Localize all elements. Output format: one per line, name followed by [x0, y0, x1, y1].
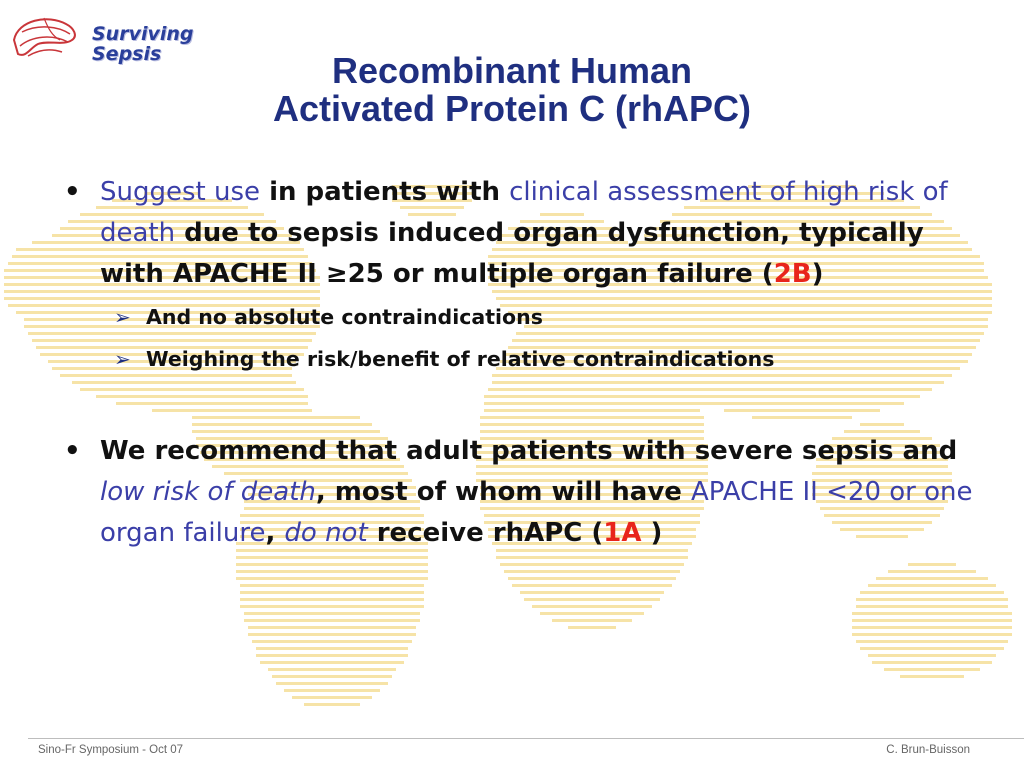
emphasis-apache: APACHE II <20 or one organ failure [100, 477, 973, 548]
bullet-recommend [64, 431, 984, 554]
map-stripe [868, 654, 996, 657]
map-stripe [852, 612, 1012, 615]
map-stripe [860, 647, 1004, 650]
map-stripe [852, 633, 1012, 636]
grade-badge: 2B [773, 259, 812, 289]
map-stripe [236, 577, 428, 580]
map-stripe [276, 682, 388, 685]
footer-author: C. Brun-Buisson [886, 744, 970, 756]
bullet-dot-icon: • [64, 436, 81, 466]
map-stripe [868, 584, 996, 587]
bullet-text: ) [811, 259, 824, 289]
bullet-suggest-use [64, 172, 984, 295]
map-stripe [908, 563, 956, 566]
map-stripe [860, 591, 1004, 594]
map-stripe [900, 675, 964, 678]
title-line-1: Recombinant Human [331, 50, 693, 91]
map-stripe [872, 661, 992, 664]
bullet-text: , most of whom will have [315, 477, 691, 507]
sub-bullet-text: And no absolute contraindications [146, 305, 543, 329]
map-stripe [852, 626, 1012, 629]
map-stripe [260, 661, 404, 664]
map-stripe [304, 703, 360, 706]
arrow-bullet-icon: ➢ [114, 305, 131, 329]
emphasis-suggest-use: Suggest use [100, 177, 261, 207]
map-stripe [520, 591, 664, 594]
map-stripe [252, 640, 412, 643]
map-stripe [856, 640, 1008, 643]
map-stripe [540, 612, 644, 615]
logo-line-1: Surviving [92, 23, 194, 45]
map-stripe [532, 605, 652, 608]
sub-bullet-text: Weighing the risk/benefit of relative contraindications [146, 347, 775, 371]
bullet-text: due to sepsis induced organ dysfunction, typically with APACHE II ≥25 or multiple organ failure ( [100, 218, 924, 289]
bullet-text: , [265, 518, 285, 548]
emphasis-do-not: do not [284, 518, 368, 548]
map-stripe [240, 598, 424, 601]
map-stripe [884, 668, 980, 671]
map-stripe [500, 563, 684, 566]
slide-content [64, 172, 984, 554]
map-stripe [248, 626, 416, 629]
bullet-dot-icon: • [64, 177, 81, 207]
map-stripe [236, 563, 428, 566]
map-stripe [244, 612, 420, 615]
map-stripe [508, 577, 676, 580]
map-stripe [568, 626, 616, 629]
map-stripe [496, 556, 688, 559]
map-stripe [284, 689, 380, 692]
map-stripe [856, 598, 1008, 601]
map-stripe [236, 570, 428, 573]
map-stripe [240, 605, 424, 608]
map-stripe [512, 584, 672, 587]
map-stripe [876, 577, 988, 580]
bullet-text: We recommend that adult patients with severe sepsis and [100, 436, 958, 466]
map-stripe [236, 556, 428, 559]
map-stripe [888, 570, 976, 573]
bullet-text: receive rhAPC ( [367, 518, 604, 548]
map-stripe [256, 647, 408, 650]
grade-badge: 1A [603, 518, 642, 548]
emphasis-low-risk: low risk of death [100, 477, 316, 507]
logo-line-2: Sepsis [92, 43, 162, 65]
title-line-2: Activated Protein C (rhAPC) [272, 88, 752, 129]
map-stripe [272, 675, 392, 678]
map-stripe [268, 668, 396, 671]
sub-bullet-risk-benefit [64, 339, 984, 379]
bullet-text: in patients with [260, 177, 510, 207]
map-stripe [256, 654, 408, 657]
arrow-bullet-icon: ➢ [114, 347, 131, 371]
emphasis-high-risk: clinical assessment of high risk of death [100, 177, 948, 248]
map-stripe [240, 584, 424, 587]
map-stripe [856, 605, 1008, 608]
map-stripe [248, 633, 416, 636]
map-stripe [244, 619, 420, 622]
footer-event: Sino-Fr Symposium - Oct 07 [38, 744, 184, 756]
footer-divider [28, 738, 1024, 739]
map-stripe [524, 598, 660, 601]
bullet-text: ) [641, 518, 663, 548]
map-stripe [552, 619, 632, 622]
map-stripe [504, 570, 680, 573]
map-stripe [292, 696, 372, 699]
slide-title [0, 52, 1024, 128]
sub-bullet-no-contraindications [64, 297, 984, 337]
map-stripe [852, 619, 1012, 622]
map-stripe [240, 591, 424, 594]
